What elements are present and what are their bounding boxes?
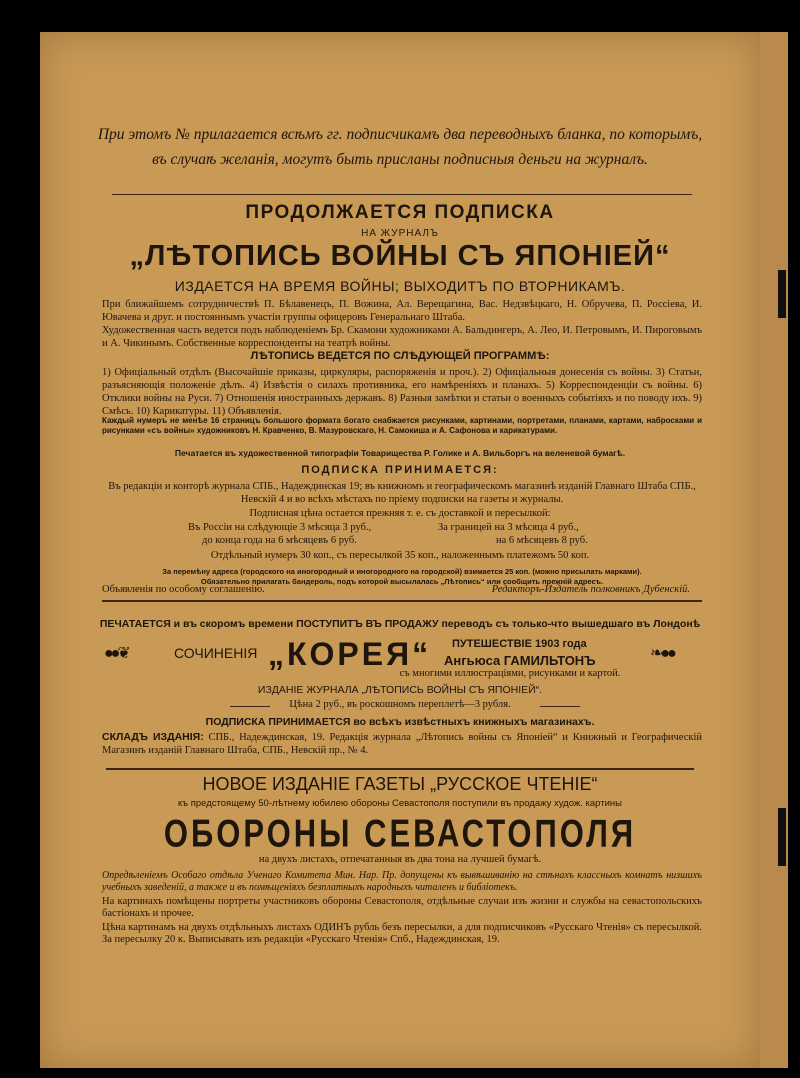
price-russia-6m: до конца года на 6 мѣсяцевъ 6 руб. — [202, 535, 357, 546]
printing-text: Печатается въ художественной типографіи Товарищества Р. Голике и А. Вильборгъ на веленевой бумагѣ. — [174, 448, 626, 458]
binding-tab — [778, 270, 786, 318]
new-edition-heading: НОВОЕ ИЗДАНІЕ ГАЗЕТЫ „РУССКОЕ ЧТЕНІЕ“ — [202, 774, 598, 794]
binding-tab — [778, 808, 786, 866]
ornament-icon: ●●❦ — [104, 645, 128, 662]
program-text: 1) Офиціальный отдѣлъ (Высочайшіе приказы, циркуляры, распоряженія и проч.). 2) Офиціальныя донесенія съ войны. 3) Статьи, разъясняющія положеніе дѣлъ. 4) Извѣстія о силахъ противника, его намѣреніяхъ и планахъ. 5) Корреспонденціи съ войны. 6) Отклики войны на Руси. 7) Отношенія иностранныхъ державъ. 8) Разныя замѣтки и статьи о военныхъ событіяхъ и по поводу ихъ. 9) Смѣсь. 10) Карикатуры. 11) Объявленія. — [102, 367, 702, 417]
warehouse-text: СПБ., Надеждинская, 19. Редакція журнала „Лѣтопись войны съ Японіей“ и Книжный и Географическій Магазинъ изданій Главнаго Штаба, СПБ., Невскій пр., № 4. — [102, 732, 702, 756]
korea-with-illustrations: съ многими иллюстраціями, рисунками и картой. — [399, 668, 621, 679]
author-name: Ангьюса ГАМИЛЬТОНЪ — [444, 653, 596, 668]
works-label: СОЧИНЕНІЯ — [174, 645, 258, 661]
accepted-text: Въ редакціи и конторѣ журнала СПБ., Надеждинская 19; въ книжномъ и географическомъ магазинѣ изданій Главнаго Штаба СПБ., Невскій 4 и во всѣхъ мѣстахъ по пріему подписки на газеты и журналы. — [108, 481, 696, 505]
single-issue-price: Отдѣльный нумеръ 30 коп., съ пересылкой 35 коп., наложеннымъ платежомъ 50 коп. — [210, 550, 590, 561]
sevastopol-title: ОБОРОНЫ СЕВАСТОПОЛЯ — [163, 811, 637, 856]
illustrations-text: Каждый нумеръ не менѣе 16 страницъ большого формата богато снабжается рисунками, картинами, портретами, планами, картами, набросками и рисунками «съ войны» художниковъ Н. Кравченко, В. Мазуровскаго, Н. Самокиша и А. Сафонова и карикатурами. — [102, 416, 702, 435]
warehouse-label: СКЛАДЪ ИЗДАНІЯ: — [102, 731, 204, 743]
accepted-heading: ПОДПИСКА ПРИНИМАЕТСЯ: — [301, 464, 499, 476]
korea-edition: ИЗДАНІЕ ЖУРНАЛА „ЛѢТОПИСЬ ВОЙНЫ СЪ ЯПОНІЕЙ“. — [257, 684, 543, 696]
approval-text: Опредѣленіемъ Особаго отдѣла Ученаго Комитета Мин. Нар. Пр. допущены къ вывѣшиванію на стѣнахъ классныхъ комнатъ низшихъ учебныхъ заведеній, а также и въ помѣщеніяхъ безплатныхъ народныхъ читаленъ и библіотекъ. — [102, 870, 702, 893]
art-section-text: Художественная часть ведется подъ наблюденіемъ Бр. Скамони художниками А. Бальдингеръ, А. Лео, И. Петровымъ, И. Пироговымъ и А. Чикинымъ. Собственные корреспонденты на театрѣ войны. — [102, 325, 702, 349]
korea-price: Цѣна 2 руб., въ роскошномъ переплетѣ—3 рубля. — [289, 699, 511, 710]
korea-warehouse — [102, 731, 702, 757]
address-note: За перемѣну адреса (городского на иногородный и иногородного на городской) взимается 25 коп. (можно присылать марками). — [162, 567, 642, 576]
document-page — [40, 32, 760, 1068]
editor-signature: Редакторъ-Издатель полковникъ Дубенскій. — [491, 584, 690, 595]
portraits-text: На картинахъ помѣщены портреты участниковъ обороны Севастополя, отдѣльные случаи изъ жизни и службы на севастопольскихъ бастіонахъ и прочее. — [102, 896, 702, 919]
ornament-icon: ❧●● — [650, 645, 674, 662]
price-abroad-6m: на 6 мѣсяцевъ 8 руб. — [496, 535, 588, 546]
korea-subscription: ПОДПИСКА ПРИНИМАЕТСЯ во всѣхъ извѣстныхъ книжныхъ магазинахъ. — [205, 716, 595, 728]
jubilee-line: къ предстоящему 50-лѣтнему юбилею обороны Севастополя поступили въ продажу худож. картины — [178, 798, 622, 809]
korea-title: „КОРЕЯ“ — [268, 636, 432, 672]
journal-tagline: ИЗДАЕТСЯ НА ВРЕМЯ ВОЙНЫ; ВЫХОДИТЪ ПО ВТОРНИКАМЪ. — [174, 278, 626, 294]
right-page-margin — [760, 32, 788, 1068]
price-russia-3m: Въ Россіи на слѣдующіе 3 мѣсяца 3 руб., — [188, 522, 372, 533]
on-journal-label: НА ЖУРНАЛЪ — [361, 228, 439, 239]
journal-title: „ЛѢТОПИСЬ ВОЙНЫ СЪ ЯПОНІЕЙ“ — [129, 240, 671, 272]
subscription-heading: ПРОДОЛЖАЕТСЯ ПОДПИСКА — [245, 202, 555, 223]
price-abroad-3m: За границей на 3 мѣсяца 4 руб., — [438, 522, 579, 533]
two-sheets-text: на двухъ листахъ, отпечатанныя въ два тона на лучшей бумагѣ. — [258, 854, 542, 865]
ads-note: Объявленія по особому соглашенію. — [102, 584, 265, 595]
divider — [102, 600, 702, 602]
sevastopol-price-text: Цѣна картинамъ на двухъ отдѣльныхъ листахъ ОДИНЪ рубль безъ пересылки, а для подписчиковъ «Русскаго Чтенія» съ пересылкой. За пересылку 20 к. Выписывать изъ редакціи «Русскаго Чтенія» Спб., Надеждинская, 19. — [102, 922, 702, 945]
program-heading: ЛѢТОПИСЬ ВЕДЕТСЯ ПО СЛѢДУЮЩЕЙ ПРОГРАММѢ: — [250, 350, 550, 362]
wrapper-note: Обязательно прилагать бандероль, подъ которой высылалась „Лѣтопись“ или сообщить прежній адресъ. — [200, 577, 604, 586]
divider — [112, 194, 692, 195]
korea-announcement: ПЕЧАТАЕТСЯ и въ скоромъ времени ПОСТУПИТЪ ВЪ ПРОДАЖУ переводъ съ только-что вышедшаго въ Лондонѣ — [99, 618, 701, 630]
contributors-text: При ближайшемъ сотрудничествѣ П. Бѣлавенецъ, П. Вожина, Ал. Верещагина, Вас. Недзвѣцкаго, Н. Обручева, П. Россіева, И. Ювачева и друг. и постояннымъ участіи группы офицеровъ Генеральнаго Штаба. — [102, 299, 702, 323]
divider — [106, 768, 694, 770]
divider — [540, 706, 580, 707]
price-intro: Подписная цѣна остается прежняя т. е. съ доставкой и пересылкой: — [249, 508, 551, 519]
travel-label: ПУТЕШЕСТВІЕ 1903 года — [452, 638, 587, 650]
subscriber-notice: При этомъ № прилагается всѣмъ гг. подписчикамъ два переводныхъ бланка, по которымъ, въ случаѣ желанія, могутъ быть присланы подписныя деньги на журналъ. — [97, 126, 703, 168]
